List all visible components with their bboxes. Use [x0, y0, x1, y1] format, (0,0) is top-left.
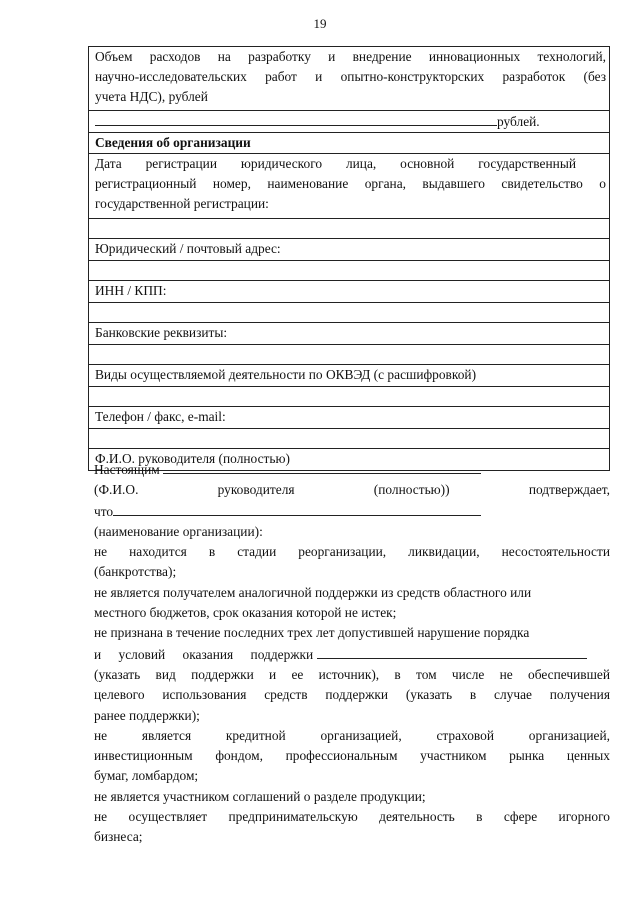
director-label: Ф.И.О. руководителя (полностью)	[89, 449, 610, 471]
item1-line-2: (банкротства);	[94, 564, 177, 580]
registration-input[interactable]	[89, 219, 610, 239]
registration-line-3: государственной регистрации:	[95, 196, 269, 211]
inn-row	[89, 281, 610, 303]
org-heading: Сведения об организации	[89, 133, 610, 154]
director-fio-field[interactable]	[163, 459, 481, 474]
item6-line-1: не осуществляет предпринимательскую деятельность в сфере игорного	[94, 809, 610, 825]
item3-line-5: ранее поддержки);	[94, 707, 200, 723]
declaration-text	[94, 459, 610, 848]
registration-line-2: регистрационный номер, наименование органа, выдавшего свидетельство о	[95, 176, 606, 191]
inn-blank-row	[89, 303, 610, 323]
phone-blank-row	[89, 429, 610, 449]
expenses-row	[89, 47, 610, 111]
registration-line-1: Дата регистрации юридического лица, основной государственный	[95, 156, 576, 171]
org-heading-row	[89, 133, 610, 154]
item3-line-2: и условий оказания поддержки	[94, 646, 314, 662]
item6-line-2: бизнеса;	[94, 829, 143, 845]
that-line	[94, 501, 610, 522]
okved-row	[89, 365, 610, 387]
that-word: что	[94, 503, 114, 519]
expenses-line-3: учета НДС), рублей	[95, 89, 208, 104]
phone-row	[89, 407, 610, 429]
bank-input[interactable]	[89, 345, 610, 365]
organization-form-table	[88, 46, 610, 471]
bank-label: Банковские реквизиты:	[89, 323, 610, 345]
support-type-field[interactable]	[317, 644, 587, 659]
item3-line-1: не признана в течение последних трех лет допустившей нарушение порядка	[94, 625, 530, 641]
item5-line: не является участником соглашений о разделе продукции;	[94, 788, 426, 804]
org-name-field[interactable]	[113, 501, 481, 516]
phone-label: Телефон / факс, e-mail:	[89, 407, 610, 429]
expenses-amount-field[interactable]	[95, 111, 497, 126]
inn-label: ИНН / КПП:	[89, 281, 610, 303]
okved-label: Виды осуществляемой деятельности по ОКВЭД (с расшифровкой)	[89, 365, 610, 387]
address-row	[89, 239, 610, 261]
item4-line-2: инвестиционным фондом, профессиональным участником рынка ценных	[94, 748, 610, 764]
item4-line-3: бумаг, ломбардом;	[94, 768, 199, 784]
okved-input[interactable]	[89, 387, 610, 407]
registration-blank-row	[89, 219, 610, 239]
item3-line-3: (указать вид поддержки и ее источник), в том числе не обеспечившей	[94, 666, 610, 682]
bank-row	[89, 323, 610, 345]
address-blank-row	[89, 261, 610, 281]
address-label: Юридический / почтовый адрес:	[89, 239, 610, 261]
item4-line-1: не является кредитной организацией, страховой организацией,	[94, 727, 610, 743]
hereby-word: Настоящим	[94, 462, 160, 477]
expenses-amount-cell	[89, 111, 610, 133]
item1-line-1: не находится в стадии реорганизации, ликвидации, несостоятельности	[94, 544, 610, 560]
expenses-cell	[89, 47, 610, 111]
item3-line-4: целевого использования средств поддержки (указать в случае получения	[94, 687, 610, 703]
registration-row	[89, 154, 610, 219]
okved-blank-row	[89, 387, 610, 407]
registration-cell	[89, 154, 610, 219]
org-name-line: (наименование организации):	[94, 523, 263, 539]
inn-input[interactable]	[89, 303, 610, 323]
fio-line: (Ф.И.О. руководителя (полностью)) подтверждает,	[94, 482, 610, 498]
expenses-amount-row	[89, 111, 610, 133]
page-number: 19	[313, 16, 327, 31]
expenses-line-2: научно-исследовательских работ и опытно-конструкторских разработок (без	[95, 69, 606, 84]
bank-blank-row	[89, 345, 610, 365]
item2-line-1: не является получателем аналогичной поддержки из средств областного или	[94, 584, 532, 600]
expenses-line-1: Объем расходов на разработку и внедрение инновационных технологий,	[95, 49, 606, 64]
expenses-unit: рублей.	[497, 114, 540, 129]
address-input[interactable]	[89, 261, 610, 281]
item2-line-2: местного бюджетов, срок оказания которой не истек;	[94, 605, 397, 621]
hereby-line	[94, 459, 610, 480]
item3-line-2-wrap	[94, 644, 610, 665]
phone-input[interactable]	[89, 429, 610, 449]
